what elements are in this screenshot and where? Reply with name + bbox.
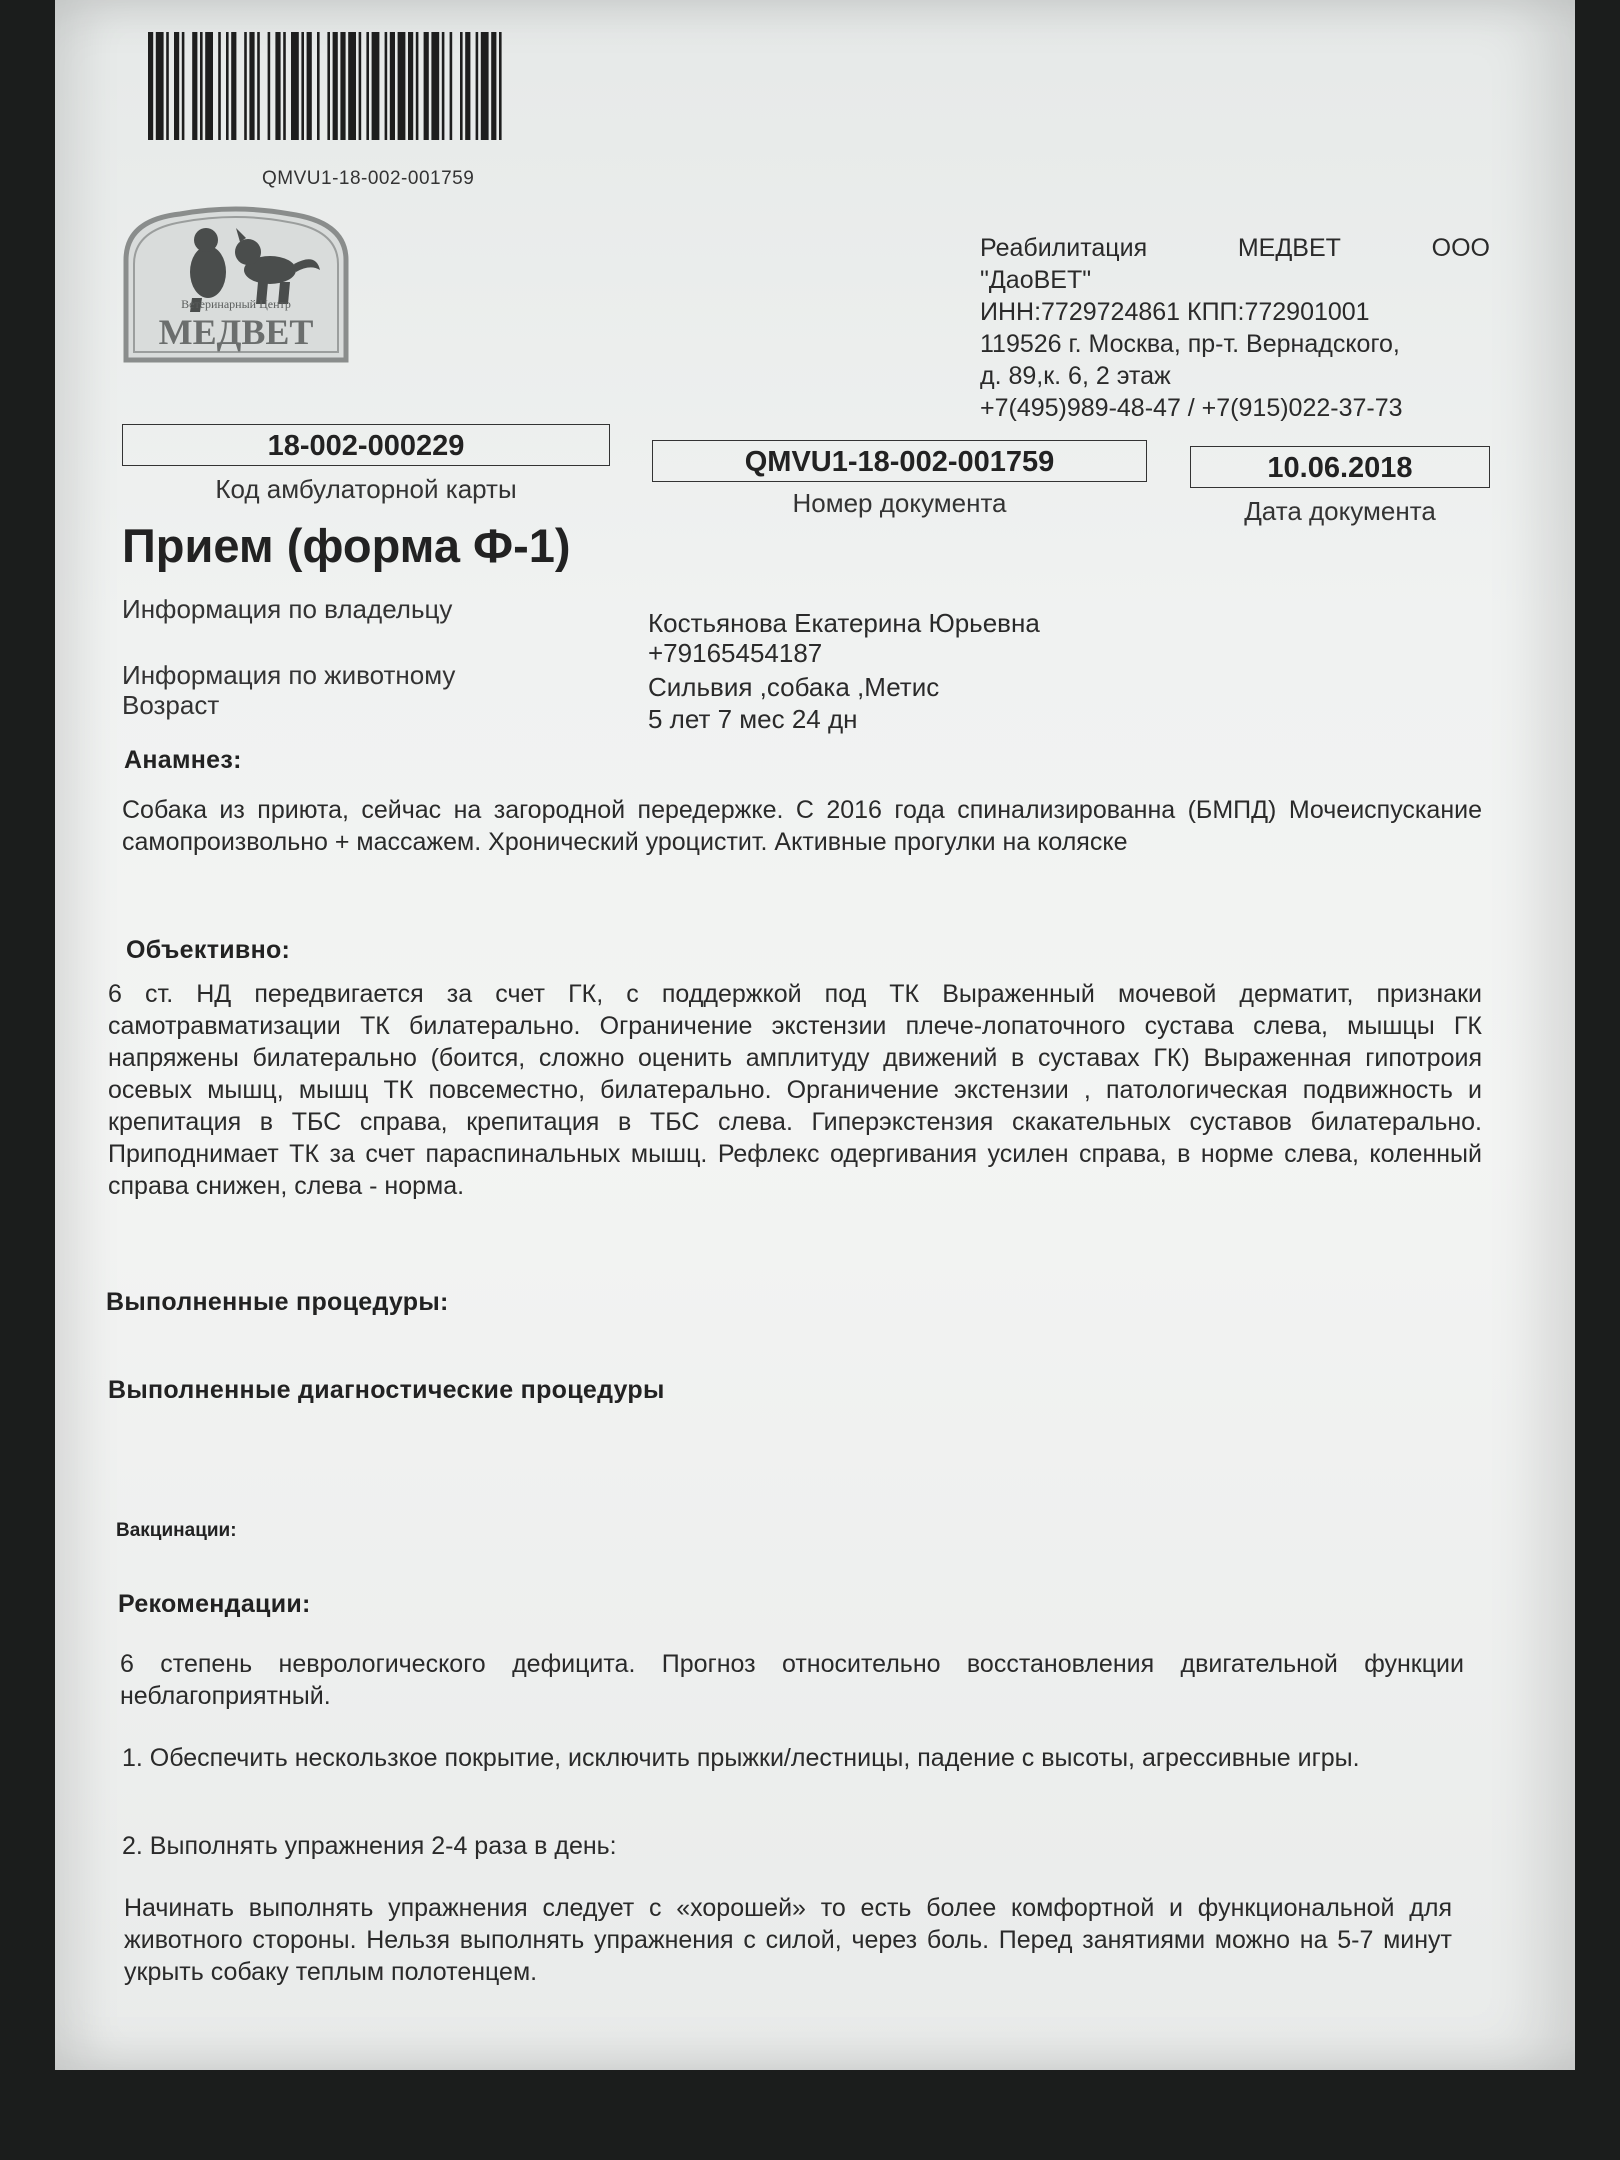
org-line1-b: МЕДВЕТ	[1237, 234, 1341, 262]
recommendations-heading: Рекомендации:	[118, 1590, 311, 1618]
animal-info: Сильвия ,собака ,Метис	[648, 672, 940, 702]
medvet-logo	[120, 200, 352, 370]
card-code-box	[122, 424, 610, 466]
owner-phone: +79165454187	[648, 638, 823, 668]
barcode	[148, 32, 618, 140]
org-line2: "ДаоВЕТ"	[980, 266, 1092, 294]
recommendation-2: 1. Обеспечить нескользкое покрытие, исключить прыжки/лестницы, падение с высоты, агрессивные игры.	[122, 1744, 1360, 1772]
anamnesis-heading: Анамнез:	[124, 746, 242, 774]
org-line1-c: ООО	[1431, 234, 1490, 262]
recommendation-3: 2. Выполнять упражнения 2-4 раза в день:	[122, 1832, 617, 1860]
objective-text: 6 ст. НД передвигается за счет ГК, с поддержкой под ТК Выраженный мочевой дерматит, признаки самотравматизации ТК билатерально. Ограничение экстензии плече-лопаточного сустава слева, мышцы ГК напряжены билатерально (боится, сложно оценить амплитуду движений в суставах ГК) Выраженная гипотроия осевых мышц, мышц ТК повсеместно, билатерально. Органичение экстензии , патологическая подвижность и крепитация в ТБС справа, крепитация в ТБС слева. Гиперэкстензия скакательных суставов билатерально. Приподнимает ТК за счет параспинальных мышц. Рефлекс одергивания усилен справа, в норме слева, коленный справа снижен, слева - норма.	[108, 980, 1482, 1200]
anamnesis-text: Собака из приюта, сейчас на загородной передержке. С 2016 года спинализированна (БМПД) Мочеиспускание самопроизвольно + массажем. Хронический уроцистит. Активные прогулки на коляске	[122, 796, 1482, 856]
org-address: 119526 г. Москва, пр-т. Вернадского,	[980, 330, 1400, 358]
page-title: Прием (форма Ф-1)	[122, 519, 571, 572]
doc-date-label: Дата документа	[1244, 496, 1436, 526]
doc-date-value: 10.06.2018	[1267, 452, 1413, 484]
org-address-2: д. 89,к. 6, 2 этаж	[980, 362, 1171, 390]
procedures-heading: Выполненные процедуры:	[106, 1288, 449, 1316]
animal-label: Информация по животному	[122, 660, 456, 690]
age-label: Возраст	[122, 690, 220, 720]
card-code-label: Код амбулаторной карты	[215, 474, 517, 504]
org-inn: ИНН:7729724861 КПП:772901001	[980, 298, 1370, 326]
vaccinations-heading: Вакцинации:	[116, 1520, 237, 1541]
doc-date-box	[1190, 446, 1490, 488]
owner-label: Информация по владельцу	[122, 594, 453, 624]
org-phones: +7(495)989-48-47 / +7(915)022-37-73	[980, 394, 1403, 422]
org-line1-a: Реабилитация	[980, 234, 1148, 262]
logo-name: МЕДВЕТ	[158, 312, 314, 352]
recommendation-1: 6 степень неврологического дефицита. Прогноз относительно восстановления двигательной функции неблагоприятный.	[120, 1650, 1464, 1710]
diagnostics-heading: Выполненные диагностические процедуры	[108, 1376, 665, 1404]
doc-number-box	[652, 440, 1147, 482]
doc-number-value: QMVU1-18-002-001759	[744, 446, 1055, 478]
animal-age: 5 лет 7 мес 24 дн	[648, 704, 858, 734]
owner-name: Костьянова Екатерина Юрьевна	[648, 608, 1040, 638]
logo-caption: Ветеринарный Центр	[181, 297, 291, 311]
barcode-number: QMVU1-18-002-001759	[262, 168, 475, 189]
recommendation-4: Начинать выполнять упражнения следует с «хорошей» то есть более комфортной и функциональной для животного стороны. Нельзя выполнять упражнения с силой, через боль. Перед занятиями можно на 5-7 минут укрыть собаку теплым полотенцем.	[124, 1894, 1452, 1986]
card-code-value: 18-002-000229	[267, 430, 465, 462]
doc-number-label: Номер документа	[792, 488, 1007, 518]
objective-heading: Объективно:	[126, 936, 291, 964]
organization-details	[980, 232, 1490, 424]
